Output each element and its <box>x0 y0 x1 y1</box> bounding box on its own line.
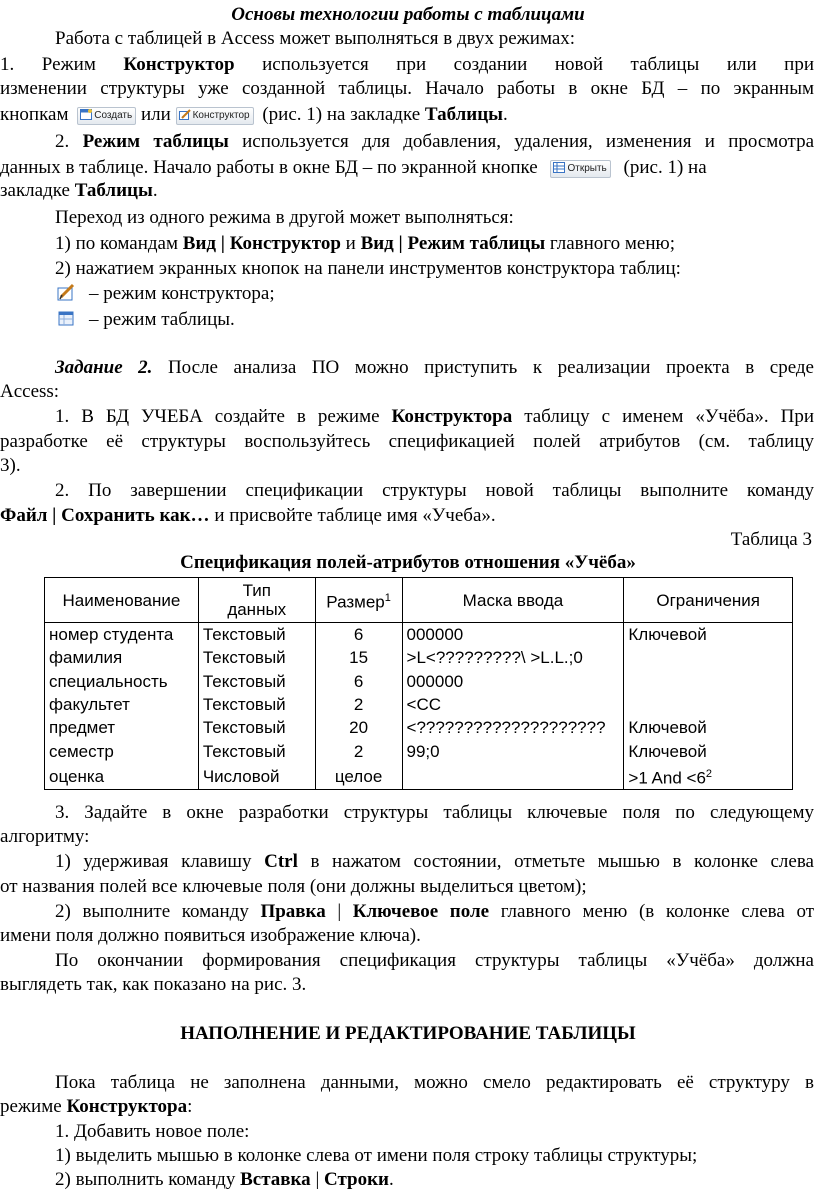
create-button[interactable]: Создать <box>77 107 136 125</box>
open-table-icon <box>553 162 565 173</box>
step-2-line-1: 2. По завершении спецификации структуры новой таблицы выполните команду <box>55 480 814 501</box>
header-type: Тип данных <box>198 578 315 623</box>
mode-switch-toolbar: 2) нажатием экранных кнопок на панели инструментов конструктора таблиц: <box>55 258 681 279</box>
task-2-label: Задание 2. <box>55 357 153 378</box>
table-row: фамилия Текстовый 15 >L<?????????\ >L.L.;0 <box>45 646 793 669</box>
add-field-step-2: 2) выполнить команду Вставка | Строки. <box>55 1169 394 1190</box>
edit-intro-line-1: Пока таблица не заполнена данными, можно смело редактировать её структуру в <box>55 1072 814 1093</box>
design-view-icon <box>179 109 191 120</box>
table-caption: Таблица 3 <box>730 529 812 550</box>
step-1-line-3: 3). <box>0 455 21 476</box>
task-2-line-1: Задание 2. После анализа ПО можно приступить к реализации проекта в среде <box>55 357 814 378</box>
datasheet-mode-line-3: закладке Таблицы. <box>0 180 158 201</box>
design-mode-tool-label: – режим конструктора; <box>89 283 275 304</box>
step-1-line-2: разработке её структуры воспользуйтесь спецификацией полей атрибутов (см. таблицу <box>0 431 814 452</box>
step-3-line-2: алгоритму: <box>0 826 90 847</box>
substep-1-line-2: от названия полей все ключевые поля (они должны выделиться цветом); <box>0 876 587 897</box>
design-mode-line-1: 1. Режим Конструктор используется при создании новой таблицы или при <box>0 54 814 75</box>
step-2-line-2: Файл | Сохранить как… и присвойте таблице имя «Учеба». <box>0 505 496 526</box>
step-3-line-1: 3. Задайте в окне разработки структуры таблицы ключевые поля по следующему <box>55 802 814 823</box>
table-title: Спецификация полей-атрибутов отношения «Учёба» <box>180 552 636 573</box>
design-mode-line-2: изменении структуры уже созданной таблицы. Начало работы в окне БД – по экранным <box>0 78 814 99</box>
substep-2-line-1: 2) выполните команду Правка | Ключевое поле главного меню (в колонке слева от <box>55 901 815 922</box>
spec-table <box>44 577 793 790</box>
table-row: номер студента Текстовый 6 000000 Ключевой <box>45 623 793 647</box>
header-size: Размер$^1$ <box>315 578 402 623</box>
header-name: Наименование <box>45 578 199 623</box>
result-line-1: По окончании формирования спецификация структуры таблицы «Учёба» должна <box>55 950 814 971</box>
table-header-row <box>45 578 793 623</box>
open-button[interactable]: Открыть <box>550 160 610 178</box>
table-row: семестр Текстовый 2 99;0 Ключевой <box>45 739 793 762</box>
design-mode-line-3: кнопкам Создать или Конструктор (рис. 1) на закладке Таблицы. <box>0 104 508 125</box>
datasheet-mode-line-1: 2. Режим таблицы используется для добавления, удаления, изменения и просмотра <box>55 131 815 152</box>
add-field-heading: 1. Добавить новое поле: <box>55 1121 250 1142</box>
table-row: оценка Числовой целое >1 And $<6^2$ <box>45 763 793 790</box>
create-table-icon <box>80 109 92 120</box>
page-title: Основы технологии работы с таблицами <box>231 4 585 25</box>
design-mode-tool-icon <box>55 283 77 301</box>
table-row: специальность Текстовый 6 000000 <box>45 670 793 693</box>
section-heading: НАПОЛНЕНИЕ И РЕДАКТИРОВАНИЕ ТАБЛИЦЫ <box>180 1023 636 1044</box>
task-2-line-2: Access: <box>0 381 60 402</box>
mode-switch-menu: 1) по командам Вид | Конструктор и Вид | Режим таблицы главного меню; <box>55 233 675 254</box>
table-row: предмет Текстовый 20 <???????????????????? Ключевой <box>45 716 793 739</box>
substep-1-line-1: 1) удерживая клавишу Ctrl в нажатом состоянии, отметьте мышью в колонке слева <box>55 851 814 872</box>
design-button[interactable]: Конструктор <box>176 107 254 125</box>
datasheet-mode-tool-label: – режим таблицы. <box>89 309 235 330</box>
table-row: факультет Текстовый 2 <CC <box>45 693 793 716</box>
datasheet-mode-line-2: данных в таблице. Начало работы в окне БД – по экранной кнопке Открыть (рис. 1) на <box>0 157 707 178</box>
step-1-line-1: 1. В БД УЧЕБА создайте в режиме Конструктора таблицу с именем «Учёба». При <box>55 406 814 427</box>
result-line-2: выглядеть так, как показано на рис. 3. <box>0 974 307 995</box>
design-mode-term: Конструктор <box>123 54 235 75</box>
datasheet-mode-tool-icon <box>55 309 77 327</box>
mode-switch-intro: Переход из одного режима в другой может выполняться: <box>55 207 514 228</box>
edit-intro-line-2: режиме Конструктора: <box>0 1096 193 1117</box>
intro-paragraph: Работа с таблицей в Access может выполняться в двух режимах: <box>55 28 576 49</box>
header-constraints: Ограничения <box>624 578 793 623</box>
datasheet-mode-term: Режим таблицы <box>82 131 229 152</box>
add-field-step-1: 1) выделить мышью в колонке слева от имени поля строку таблицы структуры; <box>55 1145 698 1166</box>
substep-2-line-2: имени поля должно появиться изображение ключа). <box>0 925 421 946</box>
header-mask: Маска ввода <box>402 578 624 623</box>
